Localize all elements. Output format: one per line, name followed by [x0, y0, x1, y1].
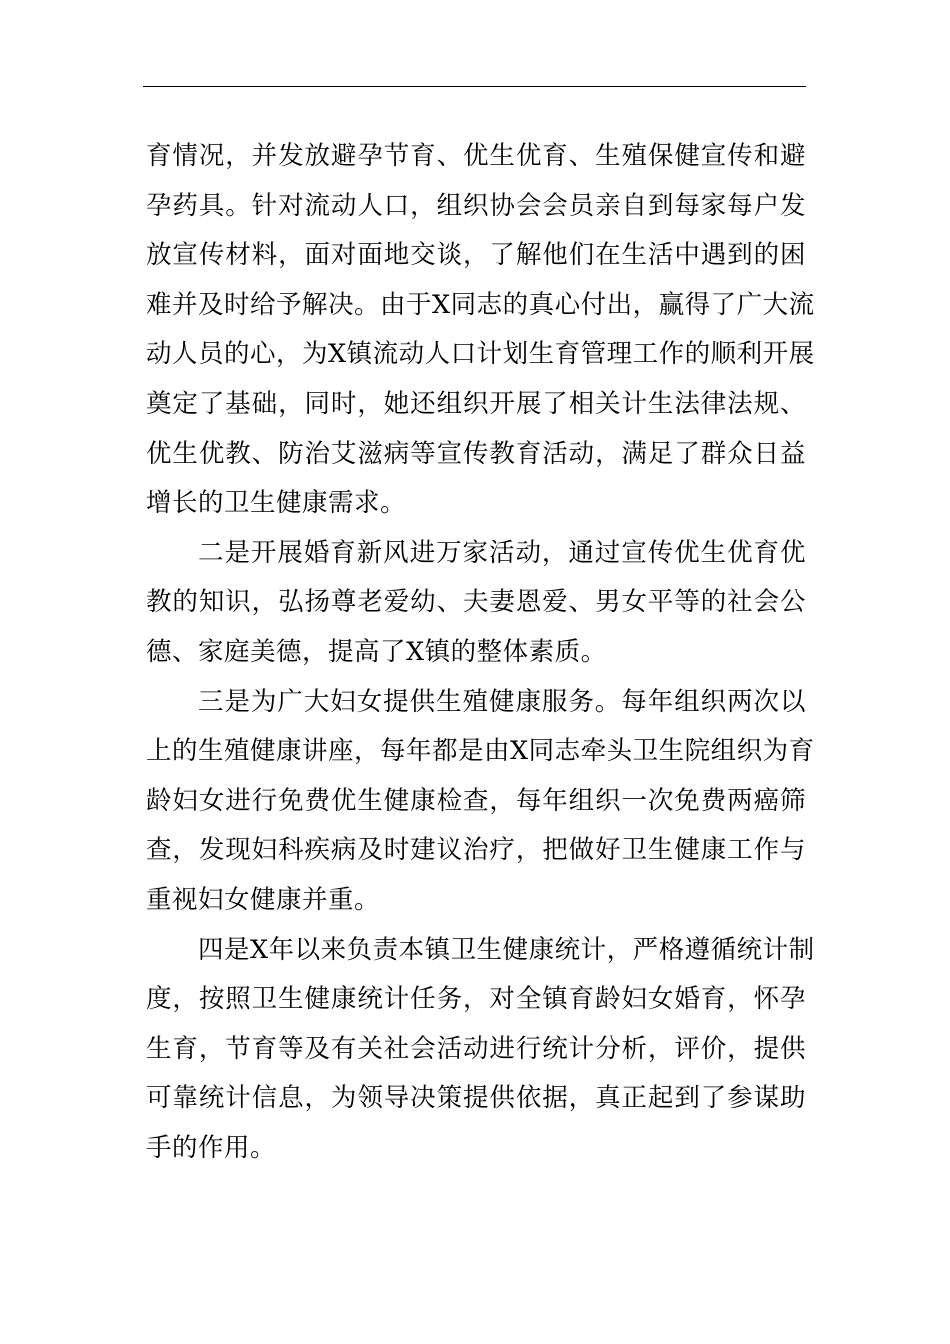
text-line: 手的作用。 — [146, 1132, 277, 1163]
text-line: 动人员的心，为X镇流动人口计划生育管理工作的顺利开展 — [146, 339, 815, 370]
text-line: 难并及时给予解决。由于X同志的真心付出，赢得了广大流 — [146, 289, 815, 320]
header-rule — [143, 86, 806, 87]
text-line: 可靠统计信息，为领导决策提供依据，真正起到了参谋助 — [146, 1083, 806, 1114]
text-line: 德、家庭美德，提高了X镇的整体素质。 — [146, 636, 607, 667]
text-line: 放宣传材料，面对面地交谈，了解他们在生活中遇到的困 — [146, 240, 806, 271]
text-line: 二是开展婚育新风进万家活动，通过宣传优生优育优 — [198, 537, 806, 568]
text-line: 优生优教、防治艾滋病等宣传教育活动，满足了群众日益 — [146, 438, 806, 469]
text-line: 育情况，并发放避孕节育、优生优育、生殖保健宣传和避 — [146, 141, 806, 171]
text-line: 生育，节育等及有关社会活动进行统计分析，评价，提供 — [146, 1033, 806, 1064]
text-line: 增长的卫生健康需求。 — [146, 488, 407, 519]
text-line: 孕药具。针对流动人口，组织协会会员亲自到每家每户发 — [146, 190, 806, 221]
text-line: 龄妇女进行免费优生健康检查，每年组织一次免费两癌筛 — [146, 785, 806, 816]
text-line: 四是X年以来负责本镇卫生健康统计，严格遵循统计制 — [198, 934, 815, 965]
text-line: 教的知识，弘扬尊老爱幼、夫妻恩爱、男女平等的社会公 — [146, 587, 806, 618]
text-line: 三是为广大妇女提供生殖健康服务。每年组织两次以 — [198, 686, 806, 717]
text-line: 重视妇女健康并重。 — [146, 884, 381, 915]
text-line: 奠定了基础，同时，她还组织开展了相关计生法律法规、 — [146, 388, 806, 419]
body-text — [146, 132, 815, 1173]
text-line: 度，按照卫生健康统计任务，对全镇育龄妇女婚育，怀孕 — [146, 984, 806, 1015]
text-line: 查，发现妇科疾病及时建议治疗，把做好卫生健康工作与 — [146, 835, 806, 866]
text-line: 上的生殖健康讲座，每年都是由X同志牵头卫生院组织为育 — [146, 736, 815, 767]
